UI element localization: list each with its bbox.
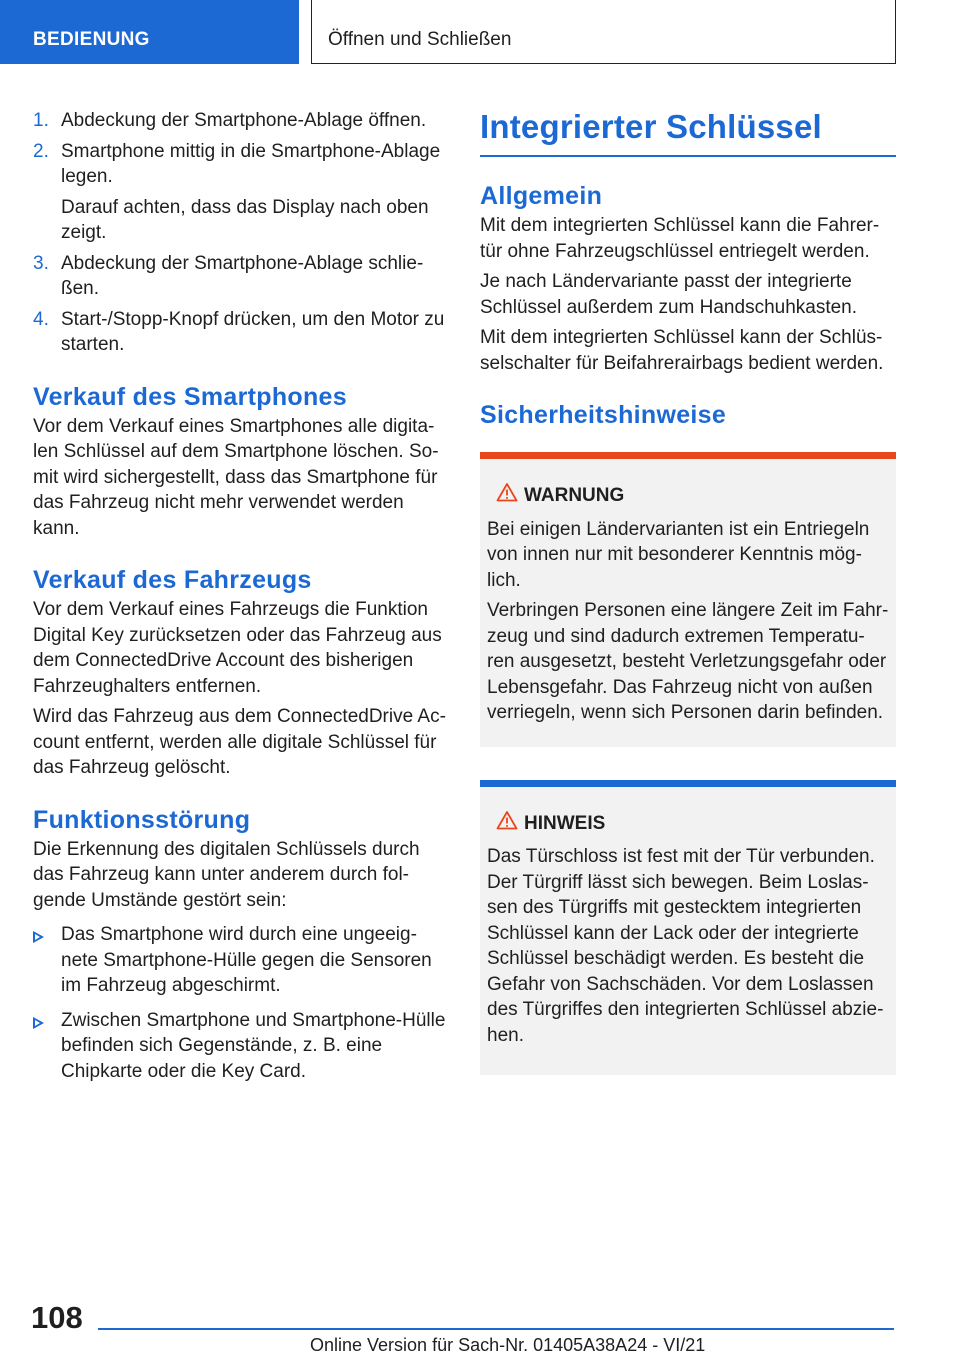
paragraph: Vor dem Verkauf eines Fahrzeugs die Funktion Digital Key zurücksetzen oder das Fahrzeug aus dem ConnectedDrive Account des bisherigen Fahrzeughalters entfernen. <box>33 599 442 697</box>
list-item <box>33 922 451 999</box>
notice-box <box>480 780 896 1076</box>
warning-box <box>480 452 896 747</box>
warning-triangle-icon <box>496 482 518 502</box>
paragraph: Wird das Fahrzeug aus dem ConnectedDrive Ac-count entfernt, werden alle digitale Schlüssel für das Fahrzeug gelöscht. <box>33 706 446 778</box>
step-number: 2. <box>33 140 49 162</box>
heading-funktionsstoerung: Funktionsstörung <box>33 805 251 834</box>
right-column <box>480 108 896 1075</box>
warning-text: Bei einigen Ländervarianten ist ein Entriegeln von innen nur mit besonderer Kenntnis mög-lich. <box>487 518 870 591</box>
notice-label: HINWEIS <box>524 812 606 834</box>
warning-header <box>487 483 889 509</box>
paragraph: Mit dem integrierten Schlüssel kann die Fahrer-tür ohne Fahrzeugschlüssel entriegelt werden. <box>480 215 880 262</box>
step-subtext: Darauf achten, dass das Display nach oben zeigt. <box>61 196 429 243</box>
triangle-bullet-icon <box>33 931 44 943</box>
page-number: 108 <box>31 1300 83 1335</box>
step-item <box>33 251 451 302</box>
notice-header <box>487 811 889 837</box>
step-number: 4. <box>33 308 49 330</box>
step-item <box>33 307 451 358</box>
step-number: 1. <box>33 110 49 131</box>
step-number: 3. <box>33 252 49 274</box>
paragraph: Mit dem integrierten Schlüssel kann der Schlüs-selschalter für Beifahrerairbags bedient werden. <box>480 327 884 374</box>
heading-verkauf-smartphone: Verkauf des Smartphones <box>33 382 347 411</box>
step-text: Abdeckung der Smartphone-Ablage schlie-ßen. <box>61 252 424 299</box>
heading-sicherheitshinweise: Sicherheitshinweise <box>480 401 727 429</box>
footer-text: Online Version für Sach-Nr. 01405A38A24 - VI/21 <box>310 1335 706 1355</box>
paragraph: Die Erkennung des digitalen Schlüssels durch das Fahrzeug kann unter anderem durch fol-gende Umstände gestört sein: <box>33 838 420 911</box>
chapter-title: Öffnen und Schließen <box>311 0 896 64</box>
list-item <box>33 1008 451 1085</box>
warning-text: Verbringen Personen eine längere Zeit im Fahr-zeug und sind dadurch extremen Temperatu-ren ausgesetzt, besteht Verletzungsgefahr oder Lebensgefahr. Das Fahrzeug nicht von außen verriegeln, wenn sich Personen darin befinden. <box>487 600 889 723</box>
notice-text: Das Türschloss ist fest mit der Tür verbunden. Der Türgriff lässt sich bewegen. Beim Loslas-sen des Türgriffs mit gestecktem integrierten Schlüssel kann der Lack oder der integrierte Schlüssel beschädigt werden. Es besteht die Gefahr von Sachschäden. Vor dem Loslassen des Türgriffes den integrierten Schlüssel abzie-hen. <box>487 846 884 1046</box>
paragraph: Vor dem Verkauf eines Smartphones alle digita-len Schlüssel auf dem Smartphone löschen. So-mit wird sichergestellt, dass das Smartphone für das Fahrzeug nicht mehr verwendet werden kann. <box>33 415 439 539</box>
step-text: Smartphone mittig in die Smartphone-Ablage legen. <box>61 140 441 187</box>
heading-verkauf-fahrzeug: Verkauf des Fahrzeugs <box>33 566 312 594</box>
page-title: Integrierter Schlüssel <box>480 108 896 157</box>
bullet-text: Zwischen Smartphone und Smartphone-Hülle befinden sich Gegenstände, z. B. eine Chipkarte oder die Key Card. <box>61 1009 446 1082</box>
step-text: Start-/Stopp-Knopf drücken, um den Motor zu starten. <box>61 308 445 355</box>
step-item <box>33 108 451 134</box>
footer-divider <box>98 1328 894 1330</box>
warning-triangle-icon <box>496 810 518 830</box>
left-column <box>33 108 451 1084</box>
paragraph: Je nach Ländervariante passt der integrierte Schlüssel außerdem zum Handschuhkasten. <box>480 271 858 318</box>
triangle-bullet-icon <box>33 1017 44 1029</box>
section-tab[interactable]: BEDIENUNG <box>0 0 299 64</box>
heading-allgemein: Allgemein <box>480 182 603 210</box>
bullet-text: Das Smartphone wird durch eine ungeeig-nete Smartphone-Hülle gegen die Sensoren im Fahrzeug abgeschirmt. <box>61 924 432 996</box>
step-text: Abdeckung der Smartphone-Ablage öffnen. <box>61 110 427 131</box>
warning-label: WARNUNG <box>524 485 625 506</box>
step-item <box>33 139 451 246</box>
